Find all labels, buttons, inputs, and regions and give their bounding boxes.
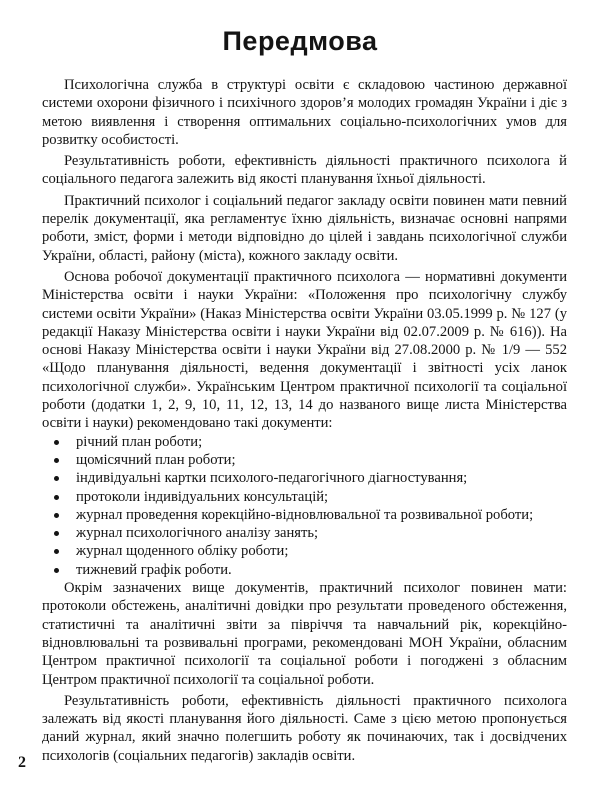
body-text <box>42 76 567 765</box>
paragraph-effectiveness: Результативність роботи, ефективність діяльності практичного психолога й соціального педагога залежить від якості планування їхньої діяльності. <box>42 153 567 188</box>
page-number: 2 <box>18 754 26 771</box>
paragraph-normative-documents: Основа робочої документації практичного психолога — нормативні документи Міністерства освіти і науки України: «Положення про психологічну службу системи освіти України» (Наказ Міністерства освіти України 03.05.1999 р. № 127 (у редакції Наказу Міністерства освіти і науки України від 02.07.2009 р. № 616)). На основі Наказу Міністерства освіти і науки України від 27.08.2000 р. № 1/9 — 552 «Щодо планування діяльності, ведення документації і звітності усіх ланок психологічної служби». Українським Центром практичної психології та соціальної роботи (додатки 1, 2, 9, 10, 11, 12, 13, 14 до названого вище листа Міністерства освіти і науки) рекомендовано такі документи: <box>42 268 567 432</box>
paragraph-documentation: Практичний психолог і соціальний педагог закладу освіти повинен мати певний перелік документації, яка регламентує їхню діяльність, визначає основні напрями роботи, зміст, форми і методи відповідно до цілей і завдань психологічної служби України, області, району (міста), кожного закладу освіти. <box>42 192 567 264</box>
list-item: річний план роботи; <box>42 433 567 451</box>
paragraph-intro: Психологічна служба в структурі освіти є складовою частиною державної системи охорони фізичного і психічного здоров’я молодих громадян України і діє з метою виявлення і створення оптимальних соціально-психологічних умов для розвитку особистості. <box>42 77 567 148</box>
list-item: журнал щоденного обліку роботи; <box>42 542 567 560</box>
list-item: індивідуальні картки психолого-педагогічного діагностування; <box>42 469 567 487</box>
list-item: протоколи індивідуальних консультацій; <box>42 488 567 506</box>
page-title: Передмова <box>222 26 378 56</box>
documents-list <box>42 433 567 579</box>
list-item: тижневий графік роботи. <box>42 561 567 579</box>
list-item: щомісячний план роботи; <box>42 451 567 469</box>
paragraph-additional-documents: Окрім зазначених вище документів, практичний психолог повинен мати: протоколи обстежень, аналітичні довідки про результати проведеного обстеження, статистичні та аналітичні звіти за півріччя та навчальний рік, корекційно-відновлювальні та розвивальні програми, рекомендовані МОН України, обласним Центром практичної психології та соціальної роботи і погоджені з обласним Центром практичної психології та соціальної роботи. <box>42 580 567 688</box>
paragraph-journal-purpose: Результативність роботи, ефективність діяльності практичного психолога залежать від якості планування його діяльності. Саме з цією метою пропонується даний журнал, який значно полегшить роботу як починаючих, так і досвідчених психологів (соціальних педагогів) закладів освіти. <box>42 692 567 764</box>
list-item: журнал психологічного аналізу занять; <box>42 524 567 542</box>
list-item: журнал проведення корекційно-відновлювальної та розвивальної роботи; <box>42 506 567 524</box>
